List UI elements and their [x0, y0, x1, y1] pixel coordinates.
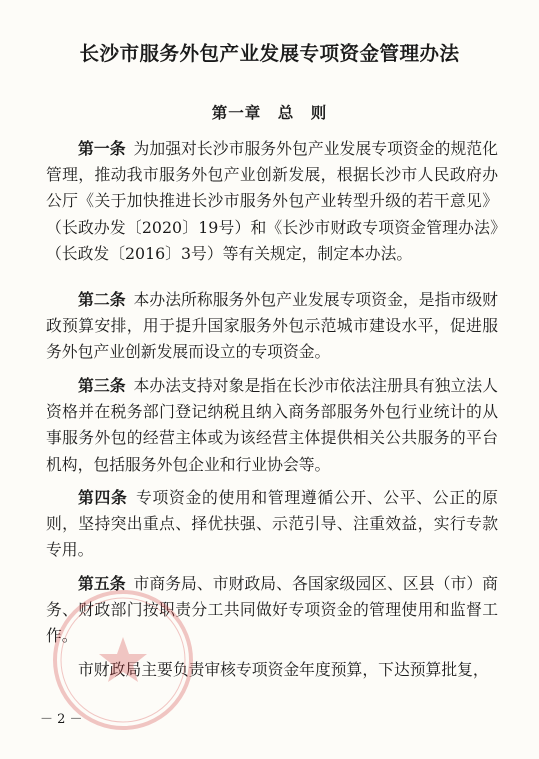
article-5-label: 第五条: [78, 574, 126, 593]
article-1-text: 为加强对长沙市服务外包产业发展专项资金的规范化管理，推动我市服务外包产业创新发展，根据长沙市人民政府办公厅《关于加快推进长沙市服务外包产业转型升级的若干意见》（长政办发〔2020〕19号）和《长沙市财政专项资金管理办法》（长政发〔2016〕3号）等有关规定，制定本办法。: [46, 139, 498, 263]
article-2: [46, 287, 498, 366]
article-3-label: 第三条: [78, 376, 126, 395]
chapter-heading: 第一章 总 则: [211, 103, 328, 122]
article-3: [46, 373, 498, 478]
article-4-label: 第四条: [78, 488, 128, 507]
article-5-text: 市商务局、市财政局、各国家级园区、区县（市）商务、财政部门按职责分工共同做好专项资金的管理使用和监督工作。: [46, 574, 498, 646]
document-title: 长沙市服务外包产业发展专项资金管理办法: [79, 42, 460, 65]
article-5-paragraph-2-text: 市财政局主要负责审核专项资金年度预算，下达预算批复，: [78, 660, 489, 679]
article-2-text: 本办法所称服务外包产业发展专项资金，是指市级财政预算安排，用于提升国家服务外包示范城市建设水平，促进服务外包产业创新发展而设立的专项资金。: [46, 290, 498, 362]
article-3-text: 本办法支持对象是指在长沙市依法注册具有独立法人资格并在税务部门登记纳税且纳入商务部服务外包行业统计的从事服务外包的经营主体或为该经营主体提供相关公共服务的平台机构，包括服务外包企业和行业协会等。: [46, 376, 498, 474]
article-4-text: 专项资金的使用和管理遵循公开、公平、公正的原则，坚持突出重点、择优扶强、示范引导、注重效益，实行专款专用。: [46, 488, 498, 560]
article-1-label: 第一条: [78, 139, 126, 158]
article-4: [46, 485, 498, 564]
article-2-label: 第二条: [78, 290, 126, 309]
article-1: [46, 136, 498, 267]
page-number: － 2 －: [40, 712, 83, 727]
article-5-paragraph-2: [46, 657, 498, 683]
article-5: [46, 571, 498, 650]
